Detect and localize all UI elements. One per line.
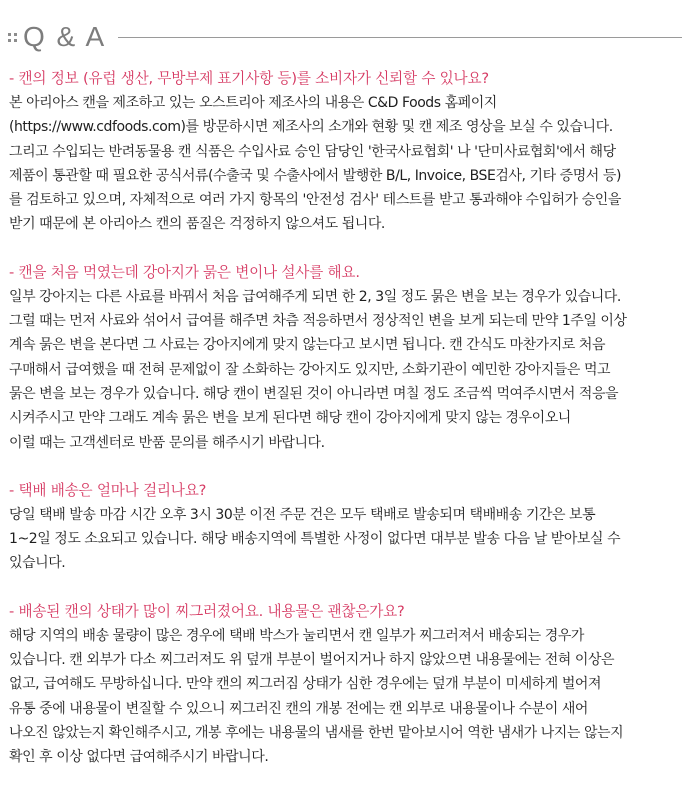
answer-line: 없고, 급여해도 무방하십니다. 만약 캔의 찌그러짐 상태가 심한 경우에는 덮개 부분이 미세하게 벌어져 xyxy=(9,676,602,693)
qa-list xyxy=(9,67,695,794)
answer-line: 1~2일 정도 소요되고 있습니다. 해당 배송지역에 특별한 사정이 없다면 대부분 발송 다음 날 받아보실 수 xyxy=(9,531,621,548)
section-title: Q & A xyxy=(23,21,107,52)
answer-dented-can xyxy=(9,624,695,770)
answer-line: 구매해서 급여했을 때 전혀 문제없이 잘 소화하는 강아지도 있지만, 소화기관이 예민한 강아지들은 먹고 xyxy=(9,361,611,378)
answer-line: 일부 강아지는 다른 사료를 바꿔서 처음 급여해주게 되면 한 2, 3일 정도 묽은 변을 보는 경우가 있습니다. xyxy=(9,288,621,305)
answer-line: 를 검토하고 있으며, 자체적으로 여러 가지 항목의 '안전성 검사' 테스트를 받고 통과해야 수입허가 승인을 xyxy=(9,192,621,209)
answer-line: 나오진 않았는지 확인해주시고, 개봉 후에는 내용물의 냄새를 한번 맡아보시어 역한 냄새가 나지는 않는지 xyxy=(9,724,624,741)
question-delivery-time: - 택배 배송은 얼마나 걸리나요? xyxy=(9,481,207,499)
answer-line: 당일 택배 발송 마감 시간 오후 3시 30분 이전 주문 건은 모두 택배로 발송되며 택배배송 기간은 보통 xyxy=(9,506,596,523)
answer-line: 그리고 수입되는 반려동물용 캔 식품은 수입사료 승인 담당인 '한국사료협회' 나 '단미사료협회'에서 해당 xyxy=(9,143,616,160)
question-can-info: - 캔의 정보 (유럽 생산, 무방부제 표기사항 등)를 소비자가 신뢰할 수 있나요? xyxy=(9,70,489,87)
answer-line: 확인 후 이상 없다면 급여해주시기 바랍니다. xyxy=(9,749,269,766)
answer-can-info xyxy=(9,91,695,237)
answer-line: 제품이 통관할 때 필요한 공식서류(수출국 및 수출사에서 발행한 B/L, Invoice, BSE검사, 기타 증명서 등) xyxy=(9,167,621,184)
header-divider xyxy=(118,37,682,38)
answer-line: 받기 때문에 본 아리아스 캔의 품질은 걱정하지 않으셔도 됩니다. xyxy=(9,216,385,233)
answer-line: 있습니다. 캔 외부가 다소 찌그러져도 위 덮개 부분이 벌어지거나 하지 않았으면 내용물에는 전혀 이상은 xyxy=(9,652,615,669)
answer-line: 해당 지역의 배송 물량이 많은 경우에 택배 박스가 눌리면서 캔 일부가 찌그러져서 배송되는 경우가 xyxy=(9,627,584,644)
answer-line: 계속 묽은 변을 본다면 그 사료는 강아지에게 맞지 않는다고 보시면 됩니다. 캔 간식도 마찬가지로 처음 xyxy=(9,337,606,354)
answer-line: 유통 중에 내용물이 변질할 수 있으니 찌그러진 캔의 개봉 전에는 캔 외부로 내용물이나 수분이 새어 xyxy=(9,700,588,717)
answer-line: 있습니다. xyxy=(9,555,66,572)
answer-line: 그럴 때는 먼저 사료와 섞어서 급여를 해주면 차츰 적응하면서 정상적인 변을 보게 되는데 만약 1주일 이상 xyxy=(9,313,627,330)
question-loose-stool: - 캔을 처음 먹였는데 강아지가 묽은 변이나 설사를 해요. xyxy=(9,263,360,281)
grid-dots-icon xyxy=(8,33,17,42)
answer-line: 시켜주시고 만약 그래도 계속 묽은 변을 보게 된다면 해당 캔이 강아지에게 맞지 않는 경우이오니 xyxy=(9,410,571,427)
section-header xyxy=(8,20,692,54)
question-dented-can: - 배송된 캔의 상태가 많이 찌그러졌어요. 내용물은 괜찮은가요? xyxy=(9,602,405,620)
qa-item-dented-can xyxy=(9,600,695,770)
qa-item-delivery-time xyxy=(9,479,695,576)
answer-line: (https://www.cdfoods.com)를 방문하시면 제조사의 소개와 현황 및 캔 제조 영상을 보실 수 있습니다. xyxy=(9,119,613,136)
answer-line: 이럴 때는 고객센터로 반품 문의를 해주시기 바랍니다. xyxy=(9,434,325,451)
answer-delivery-time xyxy=(9,503,695,576)
qa-item-loose-stool xyxy=(9,261,695,455)
answer-line: 본 아리아스 캔을 제조하고 있는 오스트리아 제조사의 내용은 C&D Foods 홈페이지 xyxy=(9,95,497,111)
answer-loose-stool xyxy=(9,285,695,455)
qa-item-can-info xyxy=(9,67,695,237)
answer-line: 묽은 변을 보는 경우가 있습니다. 해당 캔이 변질된 것이 아니라면 며칠 정도 조금씩 먹여주시면서 적응을 xyxy=(9,385,619,402)
